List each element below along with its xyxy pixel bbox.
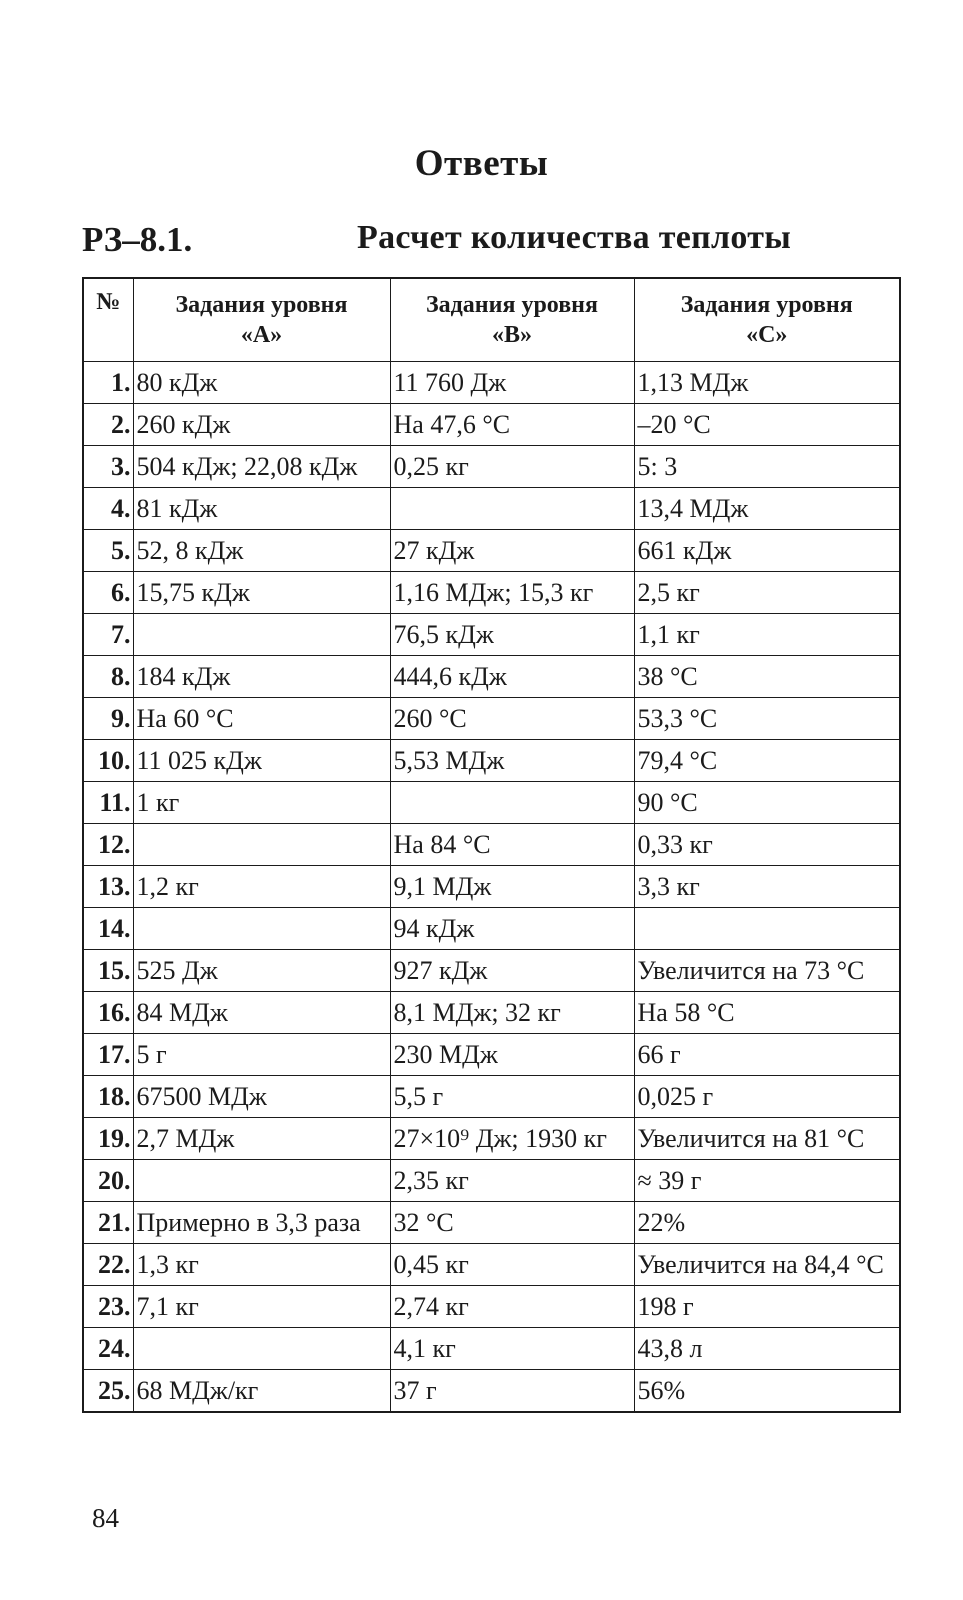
level-a-answer-cell	[133, 1160, 390, 1202]
table-row	[83, 446, 900, 488]
level-c-answer-cell: –20 °С	[634, 404, 900, 446]
table-header-row	[83, 278, 900, 362]
row-number-cell: 21.	[83, 1202, 133, 1244]
level-c-answer-cell: 22%	[634, 1202, 900, 1244]
level-b-answer-cell: 27×10⁹ Дж; 1930 кг	[390, 1118, 634, 1160]
level-a-answer-cell: 1 кг	[133, 782, 390, 824]
level-b-answer-cell: На 47,6 °С	[390, 404, 634, 446]
level-c-answer-cell: 3,3 кг	[634, 866, 900, 908]
level-b-answer-cell	[390, 488, 634, 530]
answers-table	[82, 277, 901, 1413]
level-a-answer-cell: 68 МДж/кг	[133, 1370, 390, 1413]
header-num: №	[83, 278, 133, 362]
level-a-answer-cell: 260 кДж	[133, 404, 390, 446]
table-row	[83, 992, 900, 1034]
header-level-b-line2: «В»	[491, 322, 532, 348]
level-a-answer-cell: 7,1 кг	[133, 1286, 390, 1328]
table-body	[83, 362, 900, 1413]
level-b-answer-cell: 37 г	[390, 1370, 634, 1413]
level-b-answer-cell: 927 кДж	[390, 950, 634, 992]
level-a-answer-cell: 2,7 МДж	[133, 1118, 390, 1160]
level-c-answer-cell: 2,5 кг	[634, 572, 900, 614]
table-row	[83, 824, 900, 866]
table-row	[83, 698, 900, 740]
level-c-answer-cell: Увеличится на 84,4 °С	[634, 1244, 900, 1286]
level-a-answer-cell: 504 кДж; 22,08 кДж	[133, 446, 390, 488]
table-row	[83, 740, 900, 782]
level-a-answer-cell: 84 МДж	[133, 992, 390, 1034]
header-level-c	[634, 278, 900, 362]
header-level-b	[390, 278, 634, 362]
level-c-answer-cell: 0,025 г	[634, 1076, 900, 1118]
row-number-cell: 4.	[83, 488, 133, 530]
level-b-answer-cell: 94 кДж	[390, 908, 634, 950]
level-c-answer-cell: 90 °С	[634, 782, 900, 824]
table-row	[83, 614, 900, 656]
level-b-answer-cell: 5,5 г	[390, 1076, 634, 1118]
level-b-answer-cell: 32 °С	[390, 1202, 634, 1244]
level-b-answer-cell: 230 МДж	[390, 1034, 634, 1076]
row-number-cell: 13.	[83, 866, 133, 908]
row-number-cell: 20.	[83, 1160, 133, 1202]
header-level-a-line2: «А»	[240, 322, 283, 348]
header-level-b-line1: Задания уровня	[426, 292, 598, 318]
level-c-answer-cell: 1,13 МДж	[634, 362, 900, 404]
table-row	[83, 530, 900, 572]
level-c-answer-cell: 5: 3	[634, 446, 900, 488]
level-b-answer-cell: 2,74 кг	[390, 1286, 634, 1328]
row-number-cell: 3.	[83, 446, 133, 488]
table-row	[83, 1202, 900, 1244]
row-number-cell: 23.	[83, 1286, 133, 1328]
table-row	[83, 1286, 900, 1328]
level-a-answer-cell: 15,75 кДж	[133, 572, 390, 614]
level-c-answer-cell: 43,8 л	[634, 1328, 900, 1370]
level-b-answer-cell: 0,45 кг	[390, 1244, 634, 1286]
level-b-answer-cell: 11 760 Дж	[390, 362, 634, 404]
level-c-answer-cell: 38 °С	[634, 656, 900, 698]
level-c-answer-cell: 198 г	[634, 1286, 900, 1328]
page-title: Ответы	[414, 143, 549, 184]
level-b-answer-cell: На 84 °С	[390, 824, 634, 866]
level-a-answer-cell: 1,2 кг	[133, 866, 390, 908]
level-c-answer-cell: 13,4 МДж	[634, 488, 900, 530]
table-row	[83, 572, 900, 614]
header-level-a-line1: Задания уровня	[175, 292, 348, 318]
level-c-answer-cell: 1,1 кг	[634, 614, 900, 656]
level-a-answer-cell: 67500 МДж	[133, 1076, 390, 1118]
level-a-answer-cell: 525 Дж	[133, 950, 390, 992]
level-b-answer-cell: 9,1 МДж	[390, 866, 634, 908]
level-c-answer-cell: 79,4 °С	[634, 740, 900, 782]
row-number-cell: 9.	[83, 698, 133, 740]
row-number-cell: 11.	[83, 782, 133, 824]
row-number-cell: 25.	[83, 1370, 133, 1413]
table-row	[83, 488, 900, 530]
row-number-cell: 1.	[83, 362, 133, 404]
row-number-cell: 15.	[83, 950, 133, 992]
table-row	[83, 404, 900, 446]
table-row	[83, 656, 900, 698]
level-a-answer-cell	[133, 1328, 390, 1370]
row-number-cell: 10.	[83, 740, 133, 782]
level-c-answer-cell: 56%	[634, 1370, 900, 1413]
table-row	[83, 1076, 900, 1118]
row-number-cell: 19.	[83, 1118, 133, 1160]
level-b-answer-cell: 4,1 кг	[390, 1328, 634, 1370]
level-a-answer-cell: 5 г	[133, 1034, 390, 1076]
level-b-answer-cell: 5,53 МДж	[390, 740, 634, 782]
level-a-answer-cell: 11 025 кДж	[133, 740, 390, 782]
table-row	[83, 362, 900, 404]
row-number-cell: 14.	[83, 908, 133, 950]
table-row	[83, 1328, 900, 1370]
level-a-answer-cell: На 60 °С	[133, 698, 390, 740]
level-b-answer-cell: 444,6 кДж	[390, 656, 634, 698]
row-number-cell: 7.	[83, 614, 133, 656]
row-number-cell: 5.	[83, 530, 133, 572]
level-a-answer-cell: Примерно в 3,3 раза	[133, 1202, 390, 1244]
section-title: Расчет количества теплоты	[357, 219, 792, 256]
level-b-answer-cell: 1,16 МДж; 15,3 кг	[390, 572, 634, 614]
level-c-answer-cell: 661 кДж	[634, 530, 900, 572]
table-row	[83, 782, 900, 824]
row-number-cell: 18.	[83, 1076, 133, 1118]
level-a-answer-cell	[133, 824, 390, 866]
level-c-answer-cell: 66 г	[634, 1034, 900, 1076]
row-number-cell: 2.	[83, 404, 133, 446]
level-a-answer-cell	[133, 908, 390, 950]
header-level-c-line1: Задания уровня	[680, 292, 853, 318]
level-a-answer-cell: 81 кДж	[133, 488, 390, 530]
level-c-answer-cell: На 58 °С	[634, 992, 900, 1034]
row-number-cell: 17.	[83, 1034, 133, 1076]
row-number-cell: 22.	[83, 1244, 133, 1286]
level-b-answer-cell: 8,1 МДж; 32 кг	[390, 992, 634, 1034]
page-number: 84	[92, 1503, 119, 1533]
table-row	[83, 1370, 900, 1413]
level-a-answer-cell	[133, 614, 390, 656]
level-b-answer-cell: 2,35 кг	[390, 1160, 634, 1202]
level-a-answer-cell: 52, 8 кДж	[133, 530, 390, 572]
table-row	[83, 950, 900, 992]
row-number-cell: 12.	[83, 824, 133, 866]
level-a-answer-cell: 1,3 кг	[133, 1244, 390, 1286]
level-c-answer-cell	[634, 908, 900, 950]
level-b-answer-cell: 260 °С	[390, 698, 634, 740]
level-c-answer-cell: ≈ 39 г	[634, 1160, 900, 1202]
table-row	[83, 1244, 900, 1286]
header-level-c-line2: «С»	[746, 322, 788, 348]
level-a-answer-cell: 80 кДж	[133, 362, 390, 404]
level-a-answer-cell: 184 кДж	[133, 656, 390, 698]
level-c-answer-cell: Увеличится на 81 °С	[634, 1118, 900, 1160]
table-row	[83, 1118, 900, 1160]
row-number-cell: 6.	[83, 572, 133, 614]
table-row	[83, 908, 900, 950]
level-b-answer-cell	[390, 782, 634, 824]
level-b-answer-cell: 27 кДж	[390, 530, 634, 572]
header-level-a	[133, 278, 390, 362]
level-b-answer-cell: 76,5 кДж	[390, 614, 634, 656]
level-b-answer-cell: 0,25 кг	[390, 446, 634, 488]
row-number-cell: 16.	[83, 992, 133, 1034]
table-row	[83, 1034, 900, 1076]
table-row	[83, 1160, 900, 1202]
row-number-cell: 24.	[83, 1328, 133, 1370]
level-c-answer-cell: 53,3 °С	[634, 698, 900, 740]
row-number-cell: 8.	[83, 656, 133, 698]
level-c-answer-cell: 0,33 кг	[634, 824, 900, 866]
level-c-answer-cell: Увеличится на 73 °С	[634, 950, 900, 992]
section-code: РЗ–8.1.	[82, 220, 193, 259]
table-row	[83, 866, 900, 908]
